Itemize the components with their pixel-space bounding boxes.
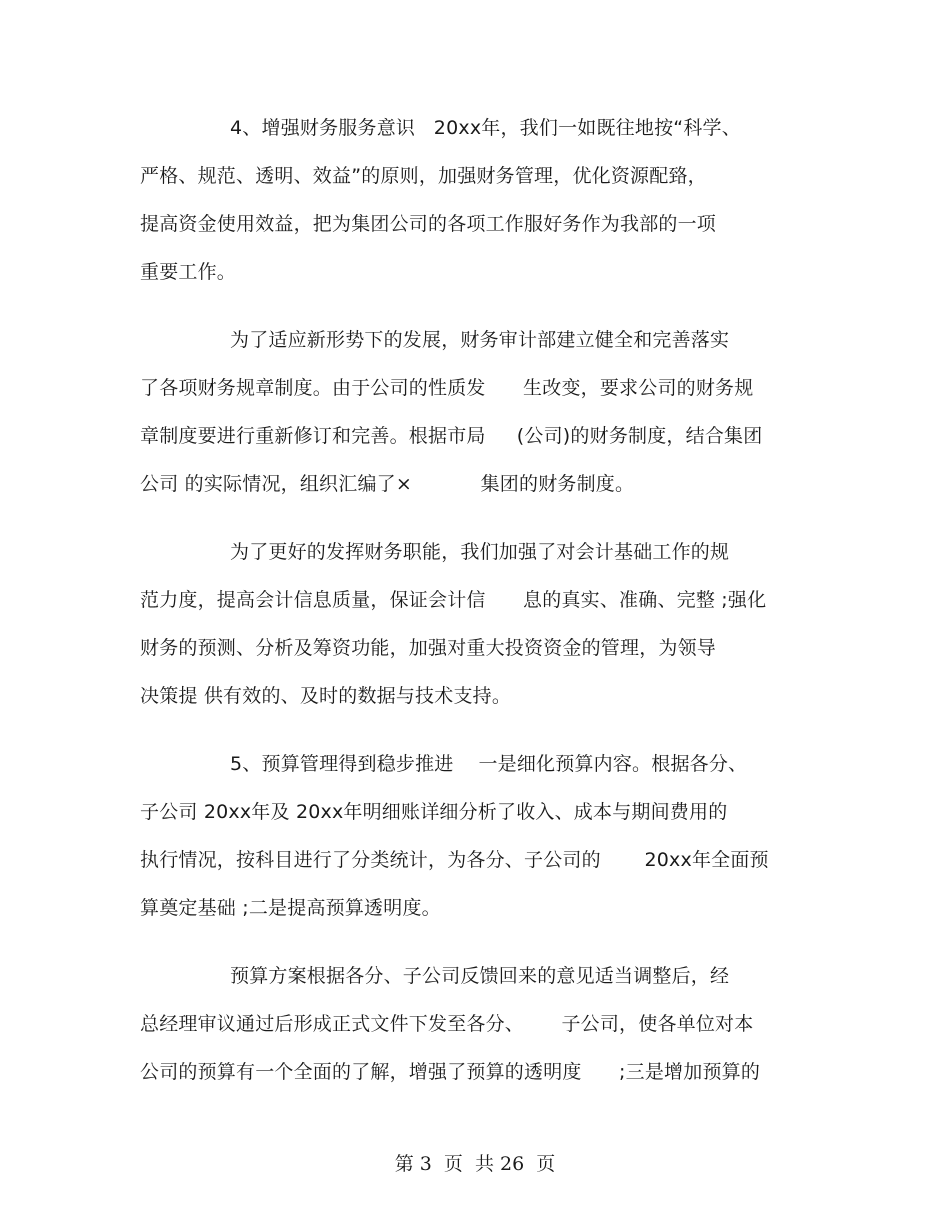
paragraph-budget-plan	[140, 952, 820, 1096]
text-line: 4、增强财务服务意识 20xx年，我们一如既往地按“科学、	[230, 117, 741, 139]
text-line: 了各项财务规章制度。由于公司的性质发 生改变，要求公司的财务规	[140, 377, 754, 399]
text-line: 算奠定基础 ;二是提高预算透明度。	[140, 897, 441, 919]
text-line: 决策提 供有效的、及时的数据与技术支持。	[140, 685, 512, 707]
paragraph-regulations	[140, 316, 820, 508]
text-line: 5、预算管理得到稳步推进 一是细化预算内容。根据各分、	[230, 753, 748, 775]
text-line: 公司 的实际情况，组织汇编了× 集团的财务制度。	[140, 473, 635, 495]
text-line: 为了更好的发挥财务职能，我们加强了对会计基础工作的规	[230, 541, 730, 563]
page-number-footer: 第 3 页 共 26 页	[394, 1153, 556, 1175]
text-line: 财务的预测、分析及筹资功能，加强对重大投资资金的管理，为领导	[140, 637, 717, 659]
text-line: 子公司 20xx年及 20xx年明细账详细分析了收入、成本与期间费用的	[140, 801, 728, 823]
text-line: 为了适应新形势下的发展，财务审计部建立健全和完善落实	[230, 329, 730, 351]
paragraph-budget-management	[140, 740, 820, 932]
paragraph-financial-service	[140, 104, 820, 296]
text-line: 提高资金使用效益，把为集团公司的各项工作服好务作为我部的一项	[140, 213, 717, 235]
text-line: 执行情况，按科目进行了分类统计，为各分、子公司的 20xx年全面预	[140, 849, 769, 871]
text-line: 总经理审议通过后形成正式文件下发至各分、 子公司，使各单位对本	[140, 1013, 754, 1035]
text-line: 重要工作。	[140, 261, 237, 283]
text-line: 预算方案根据各分、子公司反馈回来的意见适当调整后，经	[230, 965, 730, 987]
text-line: 范力度，提高会计信息质量，保证会计信 息的真实、准确、完整 ;强化	[140, 589, 767, 611]
text-line: 严格、规范、透明、效益”的原则，加强财务管理，优化资源配臵，	[140, 165, 707, 187]
text-line: 公司的预算有一个全面的了解，增强了预算的透明度 ;三是增加预算的	[140, 1061, 761, 1083]
paragraph-accounting-basics	[140, 528, 820, 720]
text-line: 章制度要进行重新修订和完善。根据市局 (公司)的财务制度，结合集团	[140, 425, 763, 447]
